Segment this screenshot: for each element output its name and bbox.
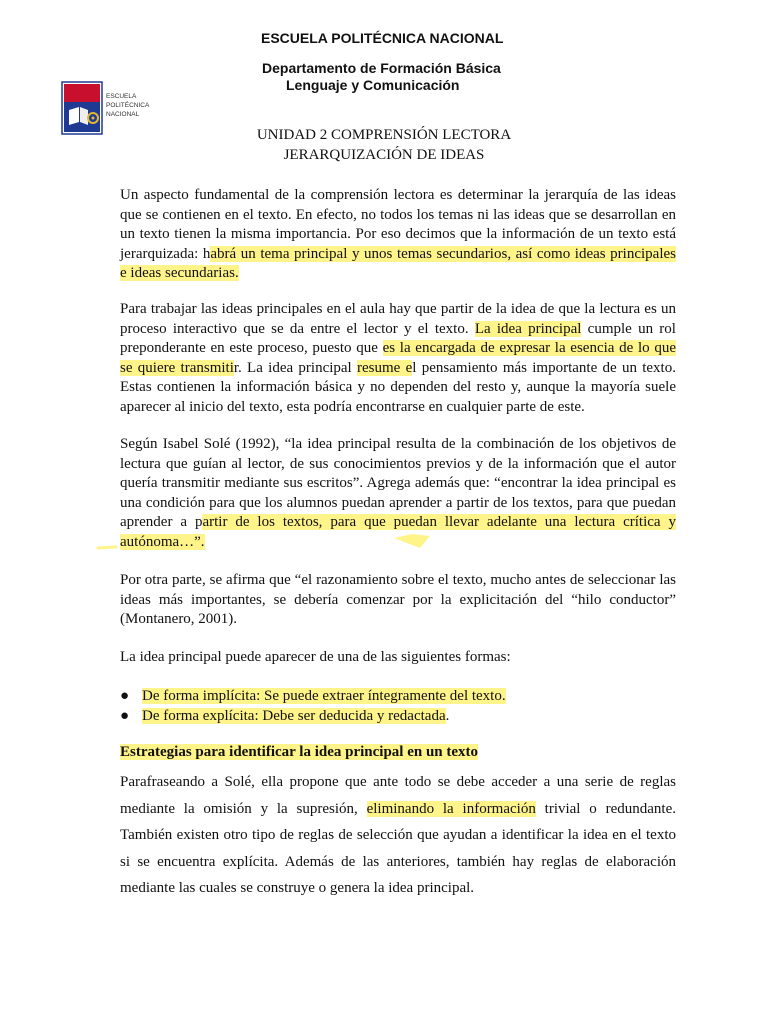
highlighter-stroke-mark — [94, 528, 434, 554]
department-name: Departamento de Formación Básica — [262, 60, 501, 76]
bullet-icon: ● — [120, 708, 130, 724]
svg-text:NACIONAL: NACIONAL — [106, 111, 140, 118]
area-name: Lenguaje y Comunicación — [286, 77, 460, 93]
paragraph-5: La idea principal puede aparecer de una de las siguientes formas: — [120, 649, 511, 665]
section-heading: Estrategias para identificar la idea principal en un texto — [120, 744, 479, 760]
list-item: ● De forma explícita: Debe ser deducida y redactada. — [120, 708, 450, 724]
unit-subtitle: JERARQUIZACIÓN DE IDEAS — [283, 147, 485, 163]
paragraph-1 — [120, 186, 676, 284]
forms-list — [120, 686, 676, 726]
highlight-2: La idea principal — [474, 320, 582, 337]
paragraph-2: Para trabajar las ideas principales en el aula hay que partir de la idea de que la lectura es un proceso interactivo que se da entre el lector y el texto. La idea principal cumple un rol preponderante en este proceso, puesto que es la encargada de expresar la esencia de lo que se quiere transmitir. La idea principal resume el pensamiento más importante de un texto. Estas contienen la información básica y no dependen del resto y, aunque la mayoría suele aparecer al inicio del texto, esta podría encontrarse en cualquier parte de este. — [120, 301, 676, 415]
svg-text:POLITÉCNICA: POLITÉCNICA — [106, 102, 150, 109]
svg-text:ESCUELA: ESCUELA — [106, 93, 137, 100]
highlight-4: resume e — [357, 359, 413, 376]
list-item: ● De forma implícita: Se puede extraer íntegramente del texto. — [120, 688, 506, 704]
highlight-5: artir de los textos, para que puedan llevar adelante una lectura crítica y autónoma…”. — [120, 514, 676, 550]
highlight-3: es la encargada de expresar la esencia de lo que se quiere transmiti — [120, 340, 676, 376]
paragraph-4: Por otra parte, se afirma que “el razonamiento sobre el texto, mucho antes de seleccionar las ideas más importantes, se debería comenzar por la explicitación del “hilo conductor” (Montanero, 2001). — [120, 572, 676, 627]
paragraph-1-text: Un aspecto fundamental de la comprensión lectora es determinar la jerarquía de las ideas que se contienen en el texto. En efecto, no todos los temas ni las ideas que se desarrollan en un texto tienen la misma importancia. Por eso decimos que la información de un texto está jerarquizada: h — [120, 187, 676, 262]
highlight-1: abrá un tema principal y unos temas secundarios, así como ideas principales e ideas secundarias. — [120, 245, 676, 281]
paragraph-3: Según Isabel Solé (1992), “la idea principal resulta de la combinación de los objetivos de lectura que guían al lector, de sus conocimientos previos y de la información que el autor quería transmitir mediante sus escritos”. Agrega además que: “encontrar la idea principal es una condición para que los alumnos puedan aprender a partir de los textos, para que puedan aprender a partir de los textos, para que puedan llevar adelante una lectura crítica y autónoma…”. — [120, 436, 676, 550]
institution-name: ESCUELA POLITÉCNICA NACIONAL — [261, 30, 504, 46]
bullet-icon: ● — [120, 688, 130, 704]
unit-title: UNIDAD 2 COMPRENSIÓN LECTORA — [256, 127, 512, 143]
highlight-6: eliminando la información — [366, 800, 536, 817]
paragraph-6: Parafraseando a Solé, ella propone que ante todo se debe acceder a una serie de reglas mediante la omisión y la supresión, eliminando la información trivial o redundante. También existen otro tipo de reglas de selección que ayudan a identificar la idea en el texto si se encuentra explícita. Además de las anteriores, también hay reglas de elaboración mediante las cuales se construye o genera la idea principal. — [120, 774, 676, 896]
